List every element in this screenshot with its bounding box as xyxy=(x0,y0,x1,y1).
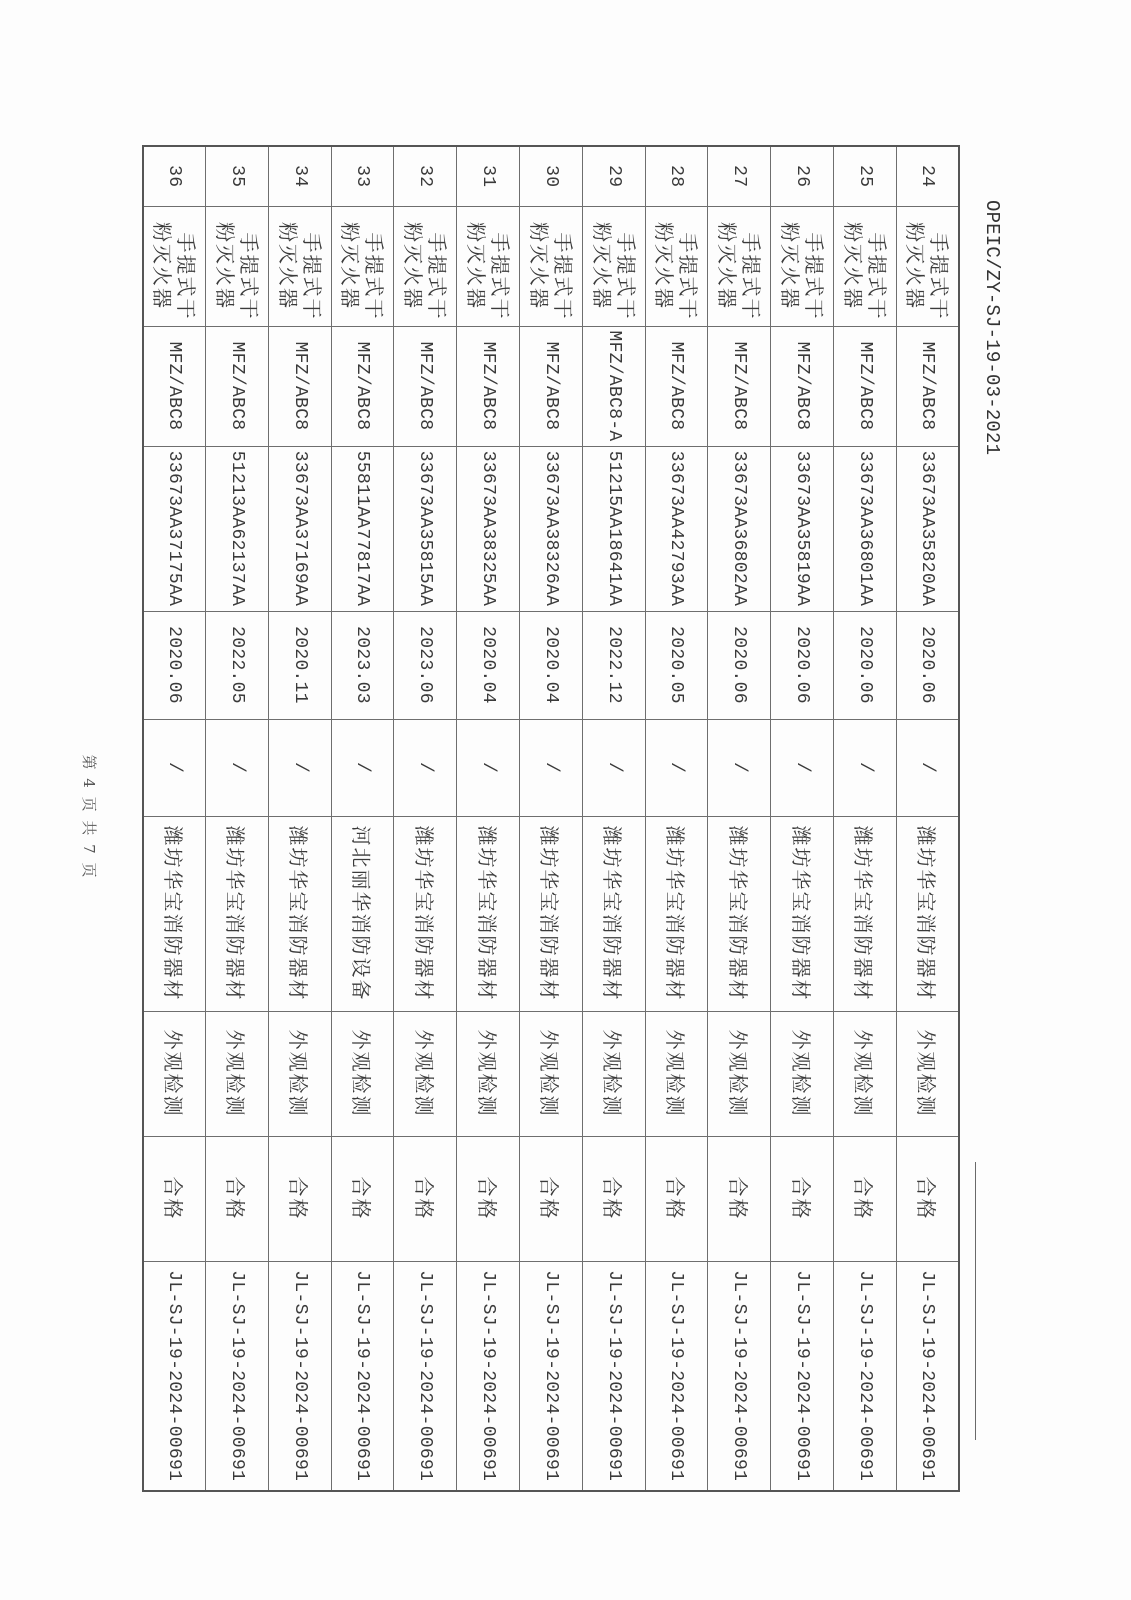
row-number: 33 xyxy=(352,165,373,188)
row-number-cell xyxy=(143,146,206,206)
manufacturer: 潍坊华宝消防器材 xyxy=(223,825,248,1002)
manufacture-date-cell xyxy=(205,611,268,719)
model-number: MFZ/ABC8 xyxy=(478,341,499,431)
model-number-cell xyxy=(708,326,771,446)
report-number-cell xyxy=(708,1261,771,1491)
test-result-cell xyxy=(519,1136,582,1261)
model-number-cell xyxy=(896,326,959,446)
serial-number-cell xyxy=(331,446,394,611)
manufacture-date: 2020.06 xyxy=(792,626,813,704)
serial-number-cell xyxy=(268,446,331,611)
blank-mark-cell xyxy=(708,719,771,816)
model-number-cell xyxy=(331,326,394,446)
manufacture-date: 2020.04 xyxy=(478,626,499,704)
test-type: 外观检测 xyxy=(851,1029,876,1118)
test-result: 合格 xyxy=(788,1176,813,1221)
report-number-cell xyxy=(645,1261,708,1491)
model-number-cell xyxy=(457,326,520,446)
test-result: 合格 xyxy=(537,1176,562,1221)
report-number: JL-SJ-19-2024-00691 xyxy=(917,1270,938,1482)
equipment-name: 手提式干粉灭火器 xyxy=(778,222,827,321)
serial-number-cell xyxy=(582,446,645,611)
manufacture-date: 2020.06 xyxy=(729,626,750,704)
row-number: 30 xyxy=(540,165,561,188)
blank-mark-cell xyxy=(457,719,520,816)
manufacturer: 潍坊华宝消防器材 xyxy=(600,825,625,1002)
serial-number-cell xyxy=(896,446,959,611)
equipment-name-cell xyxy=(394,206,457,326)
model-number: MFZ/ABC8 xyxy=(540,341,561,431)
blank-mark: / xyxy=(917,761,938,774)
equipment-name-cell xyxy=(457,206,520,326)
serial-number-cell xyxy=(205,446,268,611)
test-result-cell xyxy=(268,1136,331,1261)
manufacture-date-cell xyxy=(708,611,771,719)
equipment-name-cell xyxy=(205,206,268,326)
manufacturer-cell xyxy=(582,816,645,1011)
test-type: 外观检测 xyxy=(160,1029,185,1118)
manufacturer-cell xyxy=(645,816,708,1011)
manufacture-date: 2020.05 xyxy=(666,626,687,704)
equipment-name: 手提式干粉灭火器 xyxy=(275,222,324,321)
model-number: MFZ/ABC8 xyxy=(352,341,373,431)
serial-number: 33673AA37175AA xyxy=(164,450,185,607)
model-number-cell xyxy=(205,326,268,446)
manufacture-date-cell xyxy=(771,611,834,719)
table-row xyxy=(268,146,331,1491)
serial-number-cell xyxy=(143,446,206,611)
report-number: JL-SJ-19-2024-00691 xyxy=(478,1270,499,1482)
manufacture-date: 2020.11 xyxy=(289,626,310,704)
test-result: 合格 xyxy=(851,1176,876,1221)
test-result: 合格 xyxy=(411,1176,436,1221)
equipment-name-cell xyxy=(519,206,582,326)
equipment-name-cell xyxy=(582,206,645,326)
model-number-cell xyxy=(645,326,708,446)
row-number: 36 xyxy=(164,165,185,188)
blank-mark-cell xyxy=(582,719,645,816)
manufacture-date-cell xyxy=(143,611,206,719)
equipment-name-cell xyxy=(708,206,771,326)
manufacture-date-cell xyxy=(833,611,896,719)
test-type: 外观检测 xyxy=(788,1029,813,1118)
row-number: 26 xyxy=(792,165,813,188)
test-type-cell xyxy=(331,1011,394,1136)
row-number-cell xyxy=(771,146,834,206)
report-number-cell xyxy=(268,1261,331,1491)
report-number-cell xyxy=(143,1261,206,1491)
blank-mark: / xyxy=(415,761,436,774)
manufacture-date: 2023.03 xyxy=(352,626,373,704)
manufacture-date-cell xyxy=(331,611,394,719)
test-result-cell xyxy=(143,1136,206,1261)
equipment-name: 手提式干粉灭火器 xyxy=(652,222,701,321)
blank-mark-cell xyxy=(896,719,959,816)
serial-number: 33673AA38325AA xyxy=(478,450,499,607)
report-number-cell xyxy=(205,1261,268,1491)
manufacture-date-cell xyxy=(645,611,708,719)
row-number-cell xyxy=(896,146,959,206)
blank-mark: / xyxy=(226,761,247,774)
test-type-cell xyxy=(268,1011,331,1136)
blank-mark-cell xyxy=(771,719,834,816)
serial-number: 51215AA18641AA xyxy=(603,450,624,607)
table-row xyxy=(205,146,268,1491)
model-number: MFZ/ABC8 xyxy=(729,341,750,431)
manufacture-date: 2020.06 xyxy=(164,626,185,704)
test-type-cell xyxy=(582,1011,645,1136)
manufacturer: 潍坊华宝消防器材 xyxy=(537,825,562,1002)
test-result-cell xyxy=(833,1136,896,1261)
test-type: 外观检测 xyxy=(286,1029,311,1118)
manufacturer-cell xyxy=(205,816,268,1011)
row-number-cell xyxy=(268,146,331,206)
row-number: 28 xyxy=(666,165,687,188)
test-type-cell xyxy=(771,1011,834,1136)
table-row xyxy=(645,146,708,1491)
equipment-name-cell xyxy=(833,206,896,326)
row-number-cell xyxy=(582,146,645,206)
header-rule xyxy=(975,1162,976,1440)
row-number: 29 xyxy=(603,165,624,188)
serial-number: 33673AA42793AA xyxy=(666,450,687,607)
report-number-cell xyxy=(582,1261,645,1491)
serial-number: 33673AA35819AA xyxy=(792,450,813,607)
equipment-name: 手提式干粉灭火器 xyxy=(715,222,764,321)
manufacture-date: 2023.06 xyxy=(415,626,436,704)
test-result: 合格 xyxy=(223,1176,248,1221)
test-result: 合格 xyxy=(725,1176,750,1221)
blank-mark: / xyxy=(352,761,373,774)
test-type: 外观检测 xyxy=(411,1029,436,1118)
manufacture-date: 2020.06 xyxy=(917,626,938,704)
report-number-cell xyxy=(394,1261,457,1491)
report-number-cell xyxy=(457,1261,520,1491)
equipment-name: 手提式干粉灭火器 xyxy=(526,222,575,321)
serial-number-cell xyxy=(833,446,896,611)
report-number: JL-SJ-19-2024-00691 xyxy=(226,1270,247,1482)
row-number: 34 xyxy=(289,165,310,188)
test-result: 合格 xyxy=(286,1176,311,1221)
row-number-cell xyxy=(331,146,394,206)
model-number-cell xyxy=(582,326,645,446)
serial-number: 51213AA62137AA xyxy=(226,450,247,607)
test-type-cell xyxy=(394,1011,457,1136)
manufacture-date: 2022.05 xyxy=(226,626,247,704)
manufacturer-cell xyxy=(457,816,520,1011)
equipment-name: 手提式干粉灭火器 xyxy=(589,222,638,321)
equipment-name: 手提式干粉灭火器 xyxy=(150,222,199,321)
manufacture-date-cell xyxy=(582,611,645,719)
model-number-cell xyxy=(268,326,331,446)
report-number: JL-SJ-19-2024-00691 xyxy=(729,1270,750,1482)
model-number: MFZ/ABC8 xyxy=(164,341,185,431)
manufacture-date-cell xyxy=(457,611,520,719)
test-type: 外观检测 xyxy=(223,1029,248,1118)
test-type-cell xyxy=(645,1011,708,1136)
manufacturer: 河北丽华消防设备 xyxy=(348,825,373,1002)
manufacturer-cell xyxy=(331,816,394,1011)
table-row xyxy=(519,146,582,1491)
test-type: 外观检测 xyxy=(662,1029,687,1118)
test-result-cell xyxy=(205,1136,268,1261)
serial-number: 33673AA37169AA xyxy=(289,450,310,607)
table-row xyxy=(331,146,394,1491)
equipment-name-cell xyxy=(331,206,394,326)
row-number: 24 xyxy=(917,165,938,188)
row-number-cell xyxy=(394,146,457,206)
blank-mark-cell xyxy=(645,719,708,816)
blank-mark-cell xyxy=(143,719,206,816)
equipment-name: 手提式干粉灭火器 xyxy=(464,222,513,321)
test-type: 外观检测 xyxy=(913,1029,938,1118)
serial-number: 33673AA36802AA xyxy=(729,450,750,607)
test-type: 外观检测 xyxy=(537,1029,562,1118)
report-number-cell xyxy=(331,1261,394,1491)
test-result: 合格 xyxy=(348,1176,373,1221)
model-number: MFZ/ABC8 xyxy=(289,341,310,431)
test-type: 外观检测 xyxy=(474,1029,499,1118)
manufacturer-cell xyxy=(708,816,771,1011)
serial-number: 55811AA77817AA xyxy=(352,450,373,607)
row-number-cell xyxy=(645,146,708,206)
blank-mark: / xyxy=(540,761,561,774)
manufacture-date-cell xyxy=(519,611,582,719)
test-type: 外观检测 xyxy=(600,1029,625,1118)
test-result: 合格 xyxy=(474,1176,499,1221)
report-number-cell xyxy=(771,1261,834,1491)
table-row xyxy=(582,146,645,1491)
model-number-cell xyxy=(519,326,582,446)
row-number: 31 xyxy=(478,165,499,188)
test-result-cell xyxy=(331,1136,394,1261)
equipment-name-cell xyxy=(896,206,959,326)
manufacture-date: 2020.04 xyxy=(540,626,561,704)
model-number: MFZ/ABC8 xyxy=(854,341,875,431)
row-number-cell xyxy=(519,146,582,206)
row-number-cell xyxy=(205,146,268,206)
manufacturer-cell xyxy=(143,816,206,1011)
table-row xyxy=(771,146,834,1491)
test-type-cell xyxy=(708,1011,771,1136)
serial-number: 33673AA35815AA xyxy=(415,450,436,607)
manufacturer: 潍坊华宝消防器材 xyxy=(160,825,185,1002)
serial-number-cell xyxy=(645,446,708,611)
test-type-cell xyxy=(457,1011,520,1136)
table-row xyxy=(457,146,520,1491)
manufacturer: 潍坊华宝消防器材 xyxy=(662,825,687,1002)
test-result-cell xyxy=(708,1136,771,1261)
manufacturer: 潍坊华宝消防器材 xyxy=(725,825,750,1002)
serial-number-cell xyxy=(708,446,771,611)
row-number: 25 xyxy=(854,165,875,188)
model-number-cell xyxy=(394,326,457,446)
equipment-name: 手提式干粉灭火器 xyxy=(840,222,889,321)
test-type-cell xyxy=(833,1011,896,1136)
blank-mark-cell xyxy=(205,719,268,816)
model-number: MFZ/ABC8-A xyxy=(603,330,624,442)
blank-mark: / xyxy=(854,761,875,774)
row-number-cell xyxy=(457,146,520,206)
test-result-cell xyxy=(582,1136,645,1261)
row-number-cell xyxy=(708,146,771,206)
serial-number-cell xyxy=(519,446,582,611)
manufacturer: 潍坊华宝消防器材 xyxy=(913,825,938,1002)
test-result: 合格 xyxy=(600,1176,625,1221)
page-number: 第 4 页 共 7 页 xyxy=(80,754,98,880)
equipment-name: 手提式干粉灭火器 xyxy=(903,222,952,321)
report-number: JL-SJ-19-2024-00691 xyxy=(540,1270,561,1482)
report-number-cell xyxy=(519,1261,582,1491)
equipment-name-cell xyxy=(268,206,331,326)
blank-mark-cell xyxy=(519,719,582,816)
test-type: 外观检测 xyxy=(348,1029,373,1118)
model-number: MFZ/ABC8 xyxy=(415,341,436,431)
manufacturer-cell xyxy=(394,816,457,1011)
manufacturer: 潍坊华宝消防器材 xyxy=(851,825,876,1002)
test-result-cell xyxy=(394,1136,457,1261)
report-number: JL-SJ-19-2024-00691 xyxy=(164,1270,185,1482)
blank-mark-cell xyxy=(394,719,457,816)
test-result: 合格 xyxy=(160,1176,185,1221)
test-type-cell xyxy=(143,1011,206,1136)
test-type: 外观检测 xyxy=(725,1029,750,1118)
serial-number-cell xyxy=(394,446,457,611)
model-number-cell xyxy=(143,326,206,446)
manufacturer-cell xyxy=(771,816,834,1011)
equipment-name: 手提式干粉灭火器 xyxy=(212,222,261,321)
table-row xyxy=(394,146,457,1491)
manufacture-date-cell xyxy=(896,611,959,719)
inspection-table-body xyxy=(143,146,959,1491)
report-number: JL-SJ-19-2024-00691 xyxy=(352,1270,373,1482)
test-result-cell xyxy=(457,1136,520,1261)
table-row xyxy=(833,146,896,1491)
equipment-name: 手提式干粉灭火器 xyxy=(338,222,387,321)
table-row xyxy=(143,146,206,1491)
blank-mark: / xyxy=(164,761,185,774)
serial-number: 33673AA36801AA xyxy=(854,450,875,607)
test-result: 合格 xyxy=(662,1176,687,1221)
serial-number-cell xyxy=(771,446,834,611)
test-result-cell xyxy=(771,1136,834,1261)
inspection-table xyxy=(142,145,960,1492)
manufacture-date-cell xyxy=(268,611,331,719)
serial-number: 33673AA35820AA xyxy=(917,450,938,607)
manufacturer-cell xyxy=(519,816,582,1011)
test-type-cell xyxy=(205,1011,268,1136)
blank-mark: / xyxy=(666,761,687,774)
report-number: JL-SJ-19-2024-00691 xyxy=(289,1270,310,1482)
manufacturer-cell xyxy=(268,816,331,1011)
equipment-name-cell xyxy=(771,206,834,326)
blank-mark: / xyxy=(792,761,813,774)
report-number: JL-SJ-19-2024-00691 xyxy=(415,1270,436,1482)
table-row xyxy=(896,146,959,1491)
manufacture-date: 2020.06 xyxy=(854,626,875,704)
manufacturer: 潍坊华宝消防器材 xyxy=(474,825,499,1002)
blank-mark: / xyxy=(289,761,310,774)
manufacturer-cell xyxy=(833,816,896,1011)
manufacturer: 潍坊华宝消防器材 xyxy=(788,825,813,1002)
report-number: JL-SJ-19-2024-00691 xyxy=(603,1270,624,1482)
test-type-cell xyxy=(896,1011,959,1136)
table-row xyxy=(708,146,771,1491)
test-type-cell xyxy=(519,1011,582,1136)
blank-mark: / xyxy=(603,761,624,774)
manufacturer: 潍坊华宝消防器材 xyxy=(286,825,311,1002)
document-code: OPEIC/ZY-SJ-19-03-2021 xyxy=(981,200,1003,456)
model-number-cell xyxy=(833,326,896,446)
row-number: 35 xyxy=(226,165,247,188)
row-number: 32 xyxy=(415,165,436,188)
blank-mark: / xyxy=(478,761,499,774)
serial-number-cell xyxy=(457,446,520,611)
row-number: 27 xyxy=(729,165,750,188)
manufacturer-cell xyxy=(896,816,959,1011)
equipment-name-cell xyxy=(645,206,708,326)
report-number-cell xyxy=(833,1261,896,1491)
row-number-cell xyxy=(833,146,896,206)
test-result-cell xyxy=(645,1136,708,1261)
manufacturer: 潍坊华宝消防器材 xyxy=(411,825,436,1002)
model-number: MFZ/ABC8 xyxy=(666,341,687,431)
model-number: MFZ/ABC8 xyxy=(226,341,247,431)
report-number: JL-SJ-19-2024-00691 xyxy=(666,1270,687,1482)
report-number: JL-SJ-19-2024-00691 xyxy=(854,1270,875,1482)
model-number-cell xyxy=(771,326,834,446)
blank-mark-cell xyxy=(331,719,394,816)
test-result: 合格 xyxy=(913,1176,938,1221)
serial-number: 33673AA38326AA xyxy=(540,450,561,607)
manufacture-date: 2022.12 xyxy=(603,626,624,704)
model-number: MFZ/ABC8 xyxy=(917,341,938,431)
model-number: MFZ/ABC8 xyxy=(792,341,813,431)
report-number: JL-SJ-19-2024-00691 xyxy=(792,1270,813,1482)
blank-mark-cell xyxy=(833,719,896,816)
blank-mark: / xyxy=(729,761,750,774)
report-number-cell xyxy=(896,1261,959,1491)
manufacture-date-cell xyxy=(394,611,457,719)
blank-mark-cell xyxy=(268,719,331,816)
equipment-name-cell xyxy=(143,206,206,326)
equipment-name: 手提式干粉灭火器 xyxy=(401,222,450,321)
test-result-cell xyxy=(896,1136,959,1261)
